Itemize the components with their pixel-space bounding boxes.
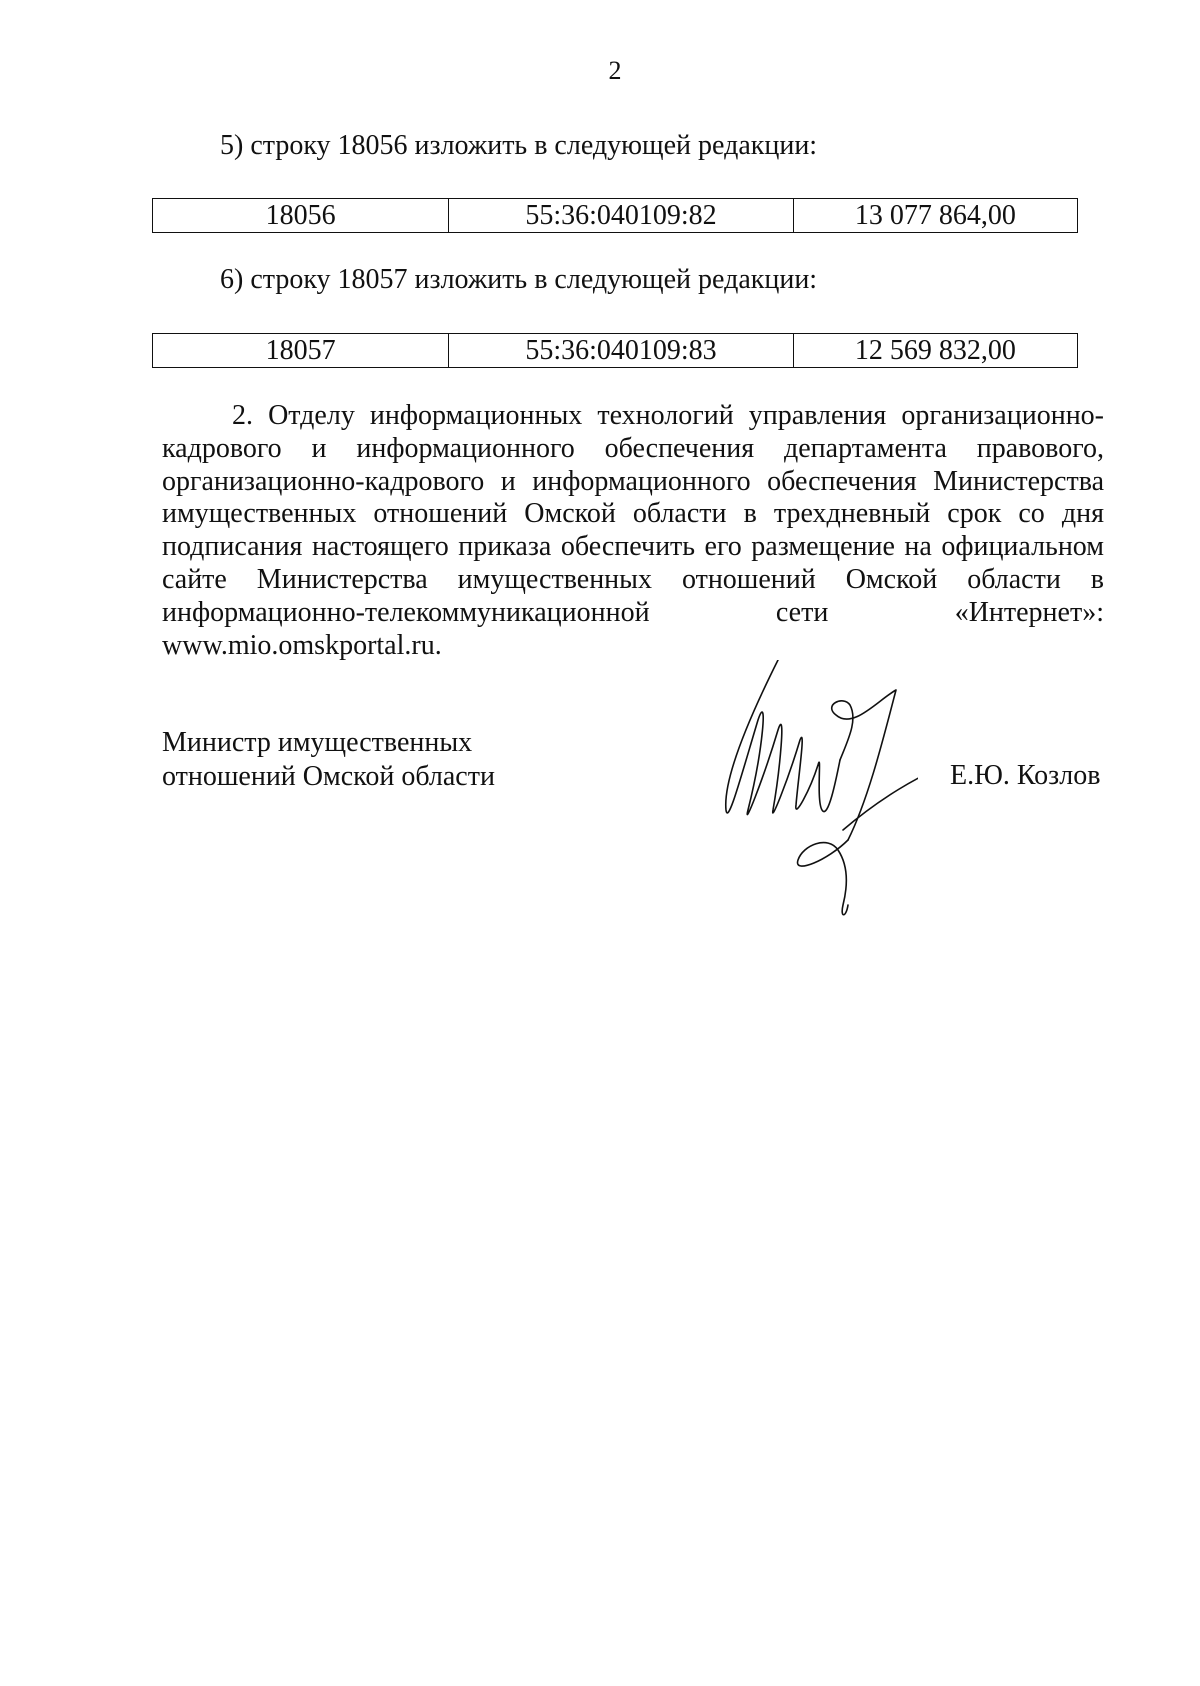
signatory-title xyxy=(162,726,495,794)
row-number-cell: 18056 xyxy=(153,199,449,233)
table-row xyxy=(153,199,1078,233)
paragraph-2 xyxy=(162,400,1104,662)
page-number: 2 xyxy=(608,56,622,85)
amendment-6-instruction: 6) строку 18057 изложить в следующей редакции: xyxy=(220,264,818,295)
row-number-cell: 18057 xyxy=(153,334,449,368)
value-cell: 13 077 864,00 xyxy=(793,199,1077,233)
signatory-title-line-2: отношений Омской области xyxy=(162,761,495,792)
cadastral-number-cell: 55:36:040109:83 xyxy=(449,334,793,368)
table-row xyxy=(153,334,1078,368)
signatory-name: Е.Ю. Козлов xyxy=(950,760,1101,791)
cadastral-number-cell: 55:36:040109:82 xyxy=(449,199,793,233)
handwritten-signature xyxy=(718,660,918,920)
amendment-6-table xyxy=(152,333,1078,368)
signatory-title-line-1: Министр имущественных xyxy=(162,727,473,758)
amendment-5-table xyxy=(152,198,1078,233)
paragraph-2-text: 2. Отделу информационных технологий управления организационно-кадрового и информационного обеспечения департамента правового, организационно-кадрового и информационного обеспечения Министерства имущественных отношений Омской области в трехдневный срок со дня подписания настоящего приказа обеспечить его размещение на официальном сайте Министерства имущественных отношений Омской области в информационно-телекоммуникационной сети «Интернет»: www.mio.omskportal.ru. xyxy=(162,400,1104,661)
value-cell: 12 569 832,00 xyxy=(793,334,1077,368)
amendment-5-instruction: 5) строку 18056 изложить в следующей редакции: xyxy=(220,130,818,161)
